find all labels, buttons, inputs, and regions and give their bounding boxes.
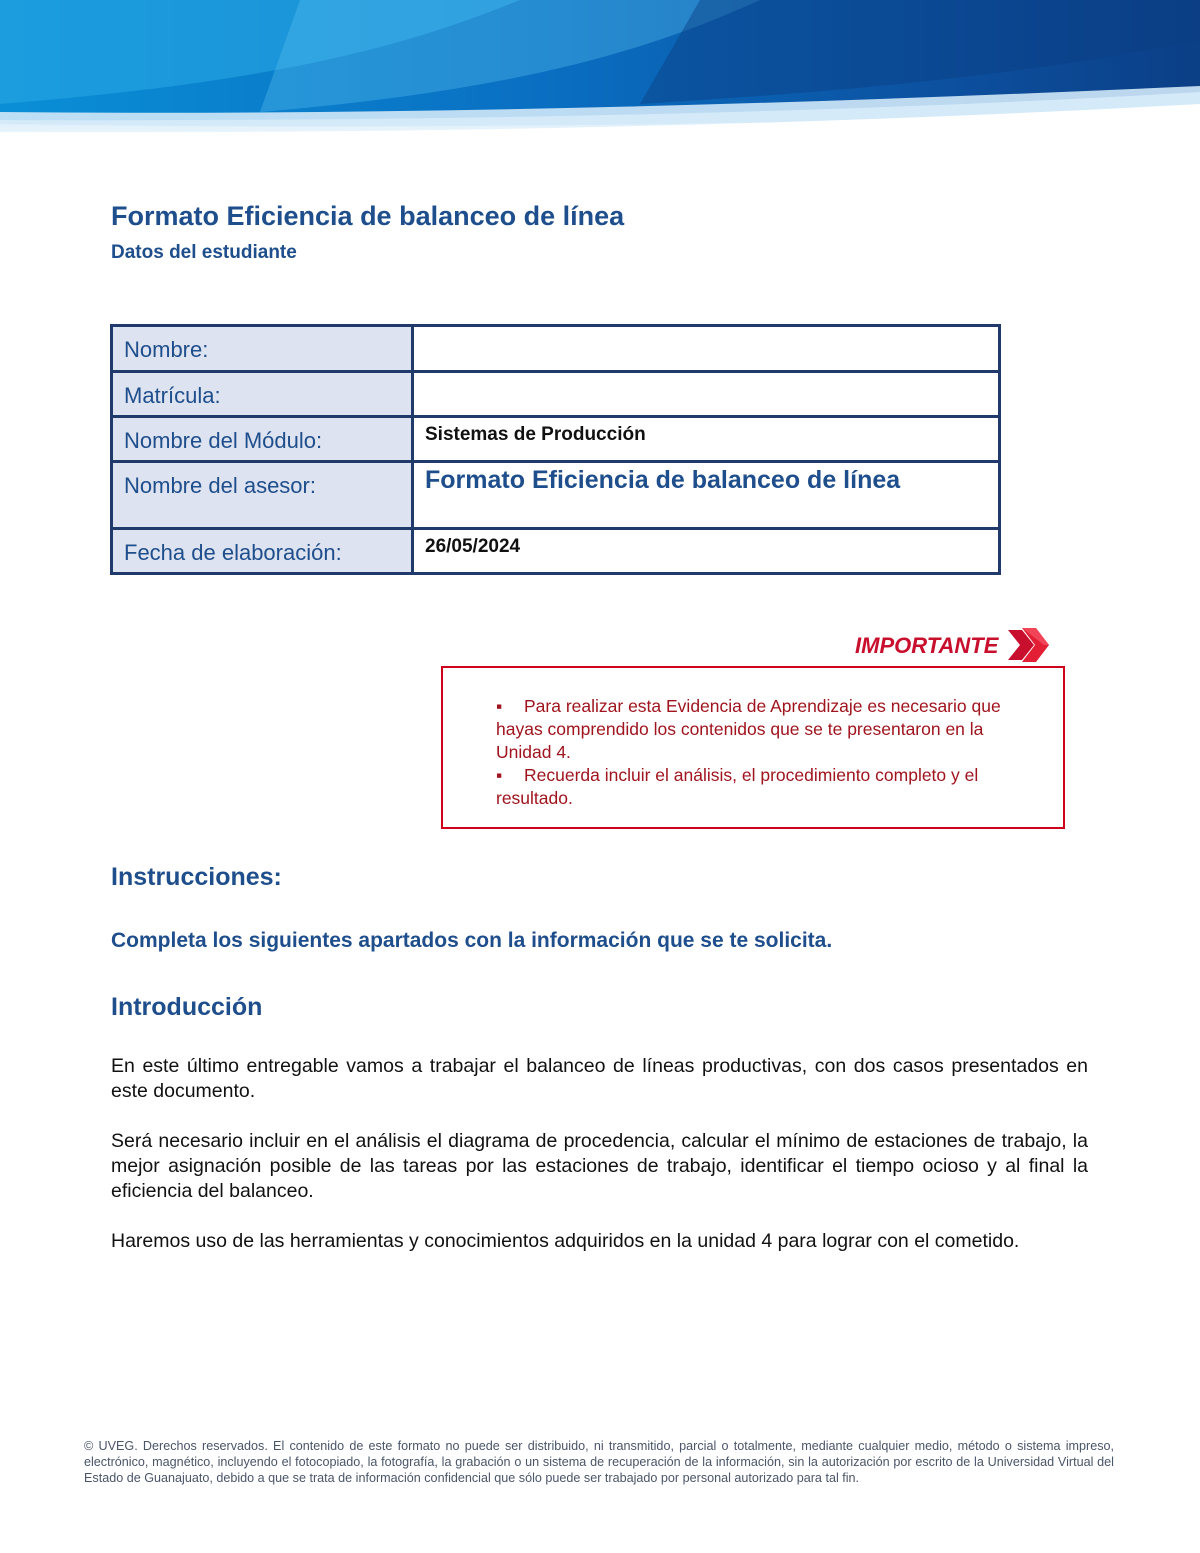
introduction-heading: Introducción (111, 993, 263, 1021)
fecha-field[interactable]: 26/05/2024 (413, 529, 1000, 574)
document-title: Formato Eficiencia de balanceo de línea (111, 201, 625, 231)
row-label-nombre: Nombre: (112, 326, 413, 372)
table-row (112, 372, 1000, 417)
table-row (112, 326, 1000, 372)
document-subtitle: Datos del estudiante (111, 242, 297, 263)
table-row (112, 417, 1000, 462)
row-label-matricula: Matrícula: (112, 372, 413, 417)
matricula-field[interactable] (413, 372, 1000, 417)
table-row (112, 462, 1000, 529)
student-data-table (110, 324, 1001, 575)
modulo-field[interactable]: Sistemas de Producción (413, 417, 1000, 462)
important-list (496, 695, 1016, 810)
instructions-heading: Instrucciones: (111, 863, 282, 891)
important-box (441, 666, 1065, 829)
double-arrow-icon (1006, 626, 1050, 664)
intro-paragraph: En este último entregable vamos a trabajar el balanceo de líneas productivas, con dos casos presentados en este documento. (111, 1055, 1088, 1102)
bullet-icon: ▪ (496, 765, 503, 785)
row-label-asesor: Nombre del asesor: (112, 462, 413, 529)
intro-paragraph: Será necesario incluir en el análisis el diagrama de procedencia, calcular el mínimo de estaciones de trabajo, la mejor asignación posible de las tareas por las estaciones de trabajo, identificar el tiempo ocioso y al final la eficiencia del balanceo. (111, 1130, 1088, 1202)
intro-paragraph: Haremos uso de las herramientas y conocimientos adquiridos en la unidad 4 para lograr con el cometido. (111, 1230, 1020, 1252)
instructions-text: Completa los siguientes apartados con la información que se te solicita. (111, 929, 833, 952)
important-label: IMPORTANTE (855, 633, 999, 658)
nombre-field[interactable] (413, 326, 1000, 372)
bullet-icon: ▪ (496, 696, 503, 716)
row-label-modulo: Nombre del Módulo: (112, 417, 413, 462)
copyright-footer: © UVEG. Derechos reservados. El contenido de este formato no puede ser distribuido, ni transmitido, parcial o totalmente, mediante cualquier medio, método o sistema impreso, electrónico, magnético, incluyendo el fotocopiado, la fotografía, la grabación o un sistema de recuperación de la información, sin la autorización por escrito de la Universidad Virtual del Estado de Guanajuato, debido a que se trata de información confidencial que sólo puede ser trabajado por personal autorizado para tal fin. (84, 1439, 1114, 1485)
list-item: ▪ Recuerda incluir el análisis, el procedimiento completo y el resultado. (496, 765, 979, 808)
asesor-field[interactable]: Formato Eficiencia de balanceo de línea (413, 462, 1000, 529)
table-row (112, 529, 1000, 574)
row-label-fecha: Fecha de elaboración: (112, 529, 413, 574)
list-item: ▪ Para realizar esta Evidencia de Aprendizaje es necesario que hayas comprendido los contenidos que se te presentaron en la Unidad 4. (496, 696, 1001, 762)
header-banner (0, 0, 1200, 150)
